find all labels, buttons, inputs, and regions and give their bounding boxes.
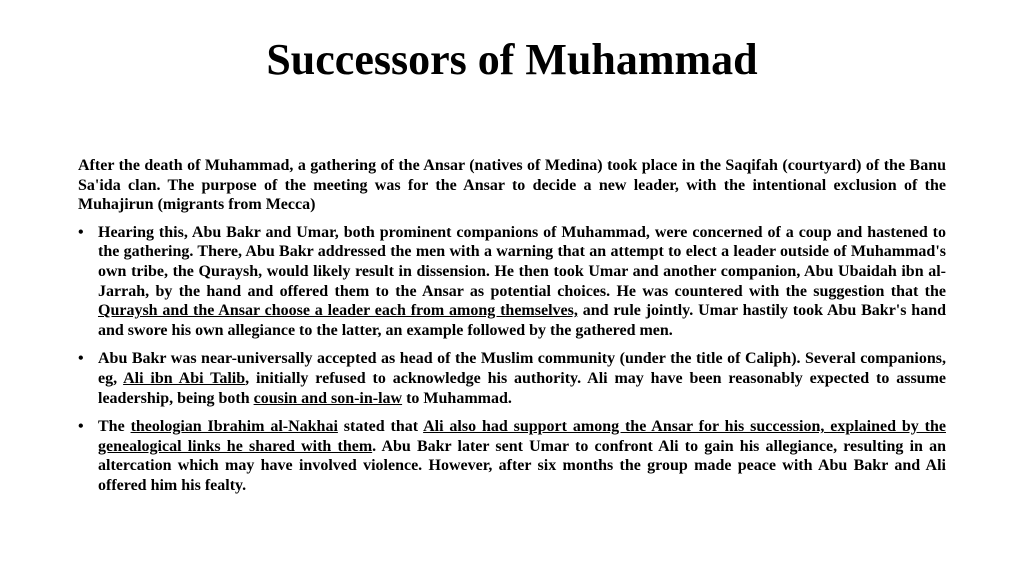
bullet-1-text-a: Hearing this, Abu Bakr and Umar, both prominent companions of Muhammad, were concerned of a coup and hastened to the gathering. There, Abu Bakr addressed the men with a warning that an attempt to elect a leader outside of Muhammad's own tribe, the Quraysh, would likely result in dissension. He then took Umar and another companion, Abu Ubaidah ibn al-Jarrah, by the hand and offered them to the Ansar as potential choices. He was countered with the suggestion that the (98, 223, 946, 300)
slide-body (78, 156, 946, 505)
bullet-3-text-a: The (98, 418, 131, 436)
bullet-icon: • (78, 418, 84, 436)
bullet-2-text-b: , initially refused to acknowledge his authority. Ali may have been reasonably expected to assume leadership, being both (98, 369, 947, 407)
bullet-icon: • (78, 223, 84, 241)
bullet-2-text-c: to Muhammad. (402, 389, 512, 407)
bullet-list (78, 223, 946, 496)
bullet-1-underlined: Quraysh and the Ansar choose a leader each from among themselves, (98, 302, 578, 320)
bullet-3-underlined-support: Ali also had support among the Ansar for his succession, explained by the genealogical links he shared with them (98, 418, 946, 455)
intro-paragraph: After the death of Muhammad, a gathering of the Ansar (natives of Medina) took place in the Saqifah (courtyard) of the Banu Sa'ida clan. The purpose of the meeting was for the Ansar to decide a new leader, with the intentional exclusion of the Muhajirun (migrants from Mecca) (78, 157, 946, 214)
bullet-item-1 (78, 223, 946, 341)
bullet-3-text-b: stated that (337, 418, 424, 436)
bullet-2-text-a: Abu Bakr was near-universally accepted as head of the Muslim community (under the title of Caliph). Several companions, eg, (98, 350, 946, 387)
bullet-1-text-b: and rule jointly. Umar hastily took Abu Bakr's hand and swore his own allegiance to the latter, an example followed by the gathered men. (98, 302, 947, 339)
bullet-item-2 (78, 349, 946, 408)
bullet-2-underlined-cousin: cousin and son-in-law (253, 389, 403, 407)
bullet-2-underlined-ali: Ali ibn Abi Talib (123, 369, 246, 387)
slide-title: Successors of Muhammad (266, 35, 758, 84)
bullet-3-underlined-theologian: theologian Ibrahim al-Nakhai (130, 418, 338, 436)
bullet-icon: • (78, 350, 84, 368)
bullet-3-text-c: . Abu Bakr later sent Umar to confront Ali to gain his allegiance, resulting in an altercation which may have involved violence. However, after six months the group made peace with Abu Bakr and Ali offered him his fealty. (98, 437, 946, 494)
bullet-item-3 (78, 417, 946, 495)
